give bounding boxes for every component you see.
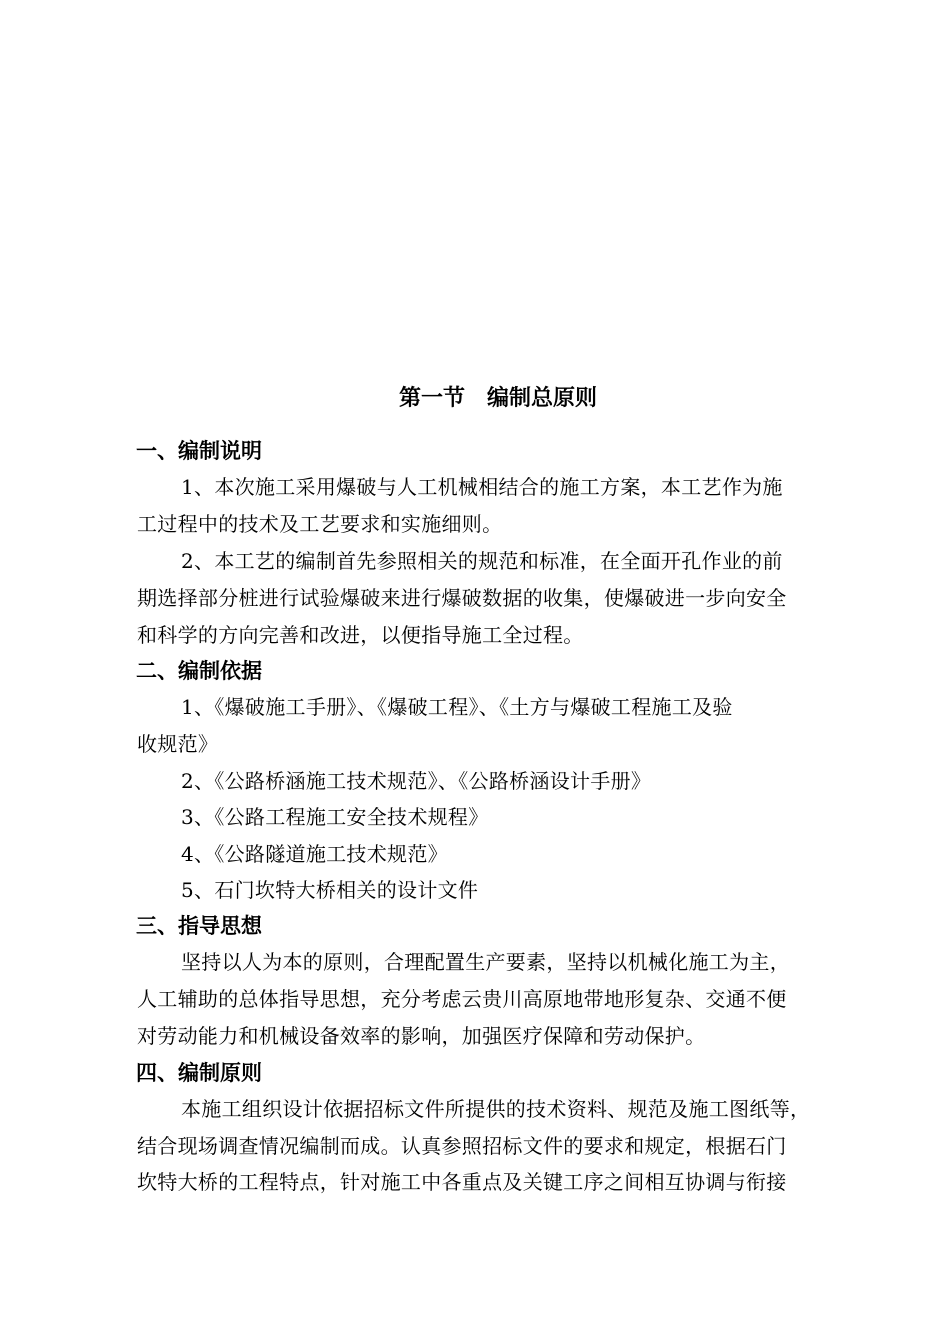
heading-compilation-basis: 二、编制依据 bbox=[136, 659, 262, 683]
paragraph-line: 和科学的方向完善和改进，以便指导施工全过程。 bbox=[137, 623, 584, 647]
heading-compilation-notes: 一、编制说明 bbox=[136, 439, 262, 463]
paragraph-line: 结合现场调查情况编制而成。认真参照招标文件的要求和规定，根据石门 bbox=[137, 1134, 787, 1158]
paragraph-line: 坎特大桥的工程特点，针对施工中各重点及关键工序之间相互协调与衔接 bbox=[137, 1170, 787, 1194]
section-title: 第一节 编制总原则 bbox=[398, 386, 597, 411]
paragraph-line: 本施工组织设计依据招标文件所提供的技术资料、规范及施工图纸等， bbox=[181, 1097, 811, 1121]
reference-item: 1、《爆破施工手册》、《爆破工程》、《土方与爆破工程施工及验 bbox=[181, 695, 733, 719]
reference-item: 3、《公路工程施工安全技术规程》 bbox=[181, 805, 489, 829]
paragraph-line: 工过程中的技术及工艺要求和实施细则。 bbox=[137, 512, 503, 536]
heading-guiding-ideas: 三、指导思想 bbox=[136, 914, 262, 938]
paragraph-line: 2、本工艺的编制首先参照相关的规范和标准，在全面开孔作业的前 bbox=[181, 549, 783, 573]
paragraph-line: 1、本次施工采用爆破与人工机械相结合的施工方案，本工艺作为施 bbox=[181, 475, 783, 499]
reference-item: 4、《公路隧道施工技术规范》 bbox=[181, 842, 448, 866]
heading-compilation-principles: 四、编制原则 bbox=[136, 1061, 262, 1085]
reference-item: 5、石门坎特大桥相关的设计文件 bbox=[181, 878, 479, 902]
paragraph-line: 期选择部分桩进行试验爆破来进行爆破数据的收集，使爆破进一步向安全 bbox=[137, 586, 787, 610]
reference-item: 收规范》 bbox=[137, 732, 219, 756]
paragraph-line: 对劳动能力和机械设备效率的影响，加强医疗保障和劳动保护。 bbox=[137, 1024, 706, 1048]
paragraph-line: 人工辅助的总体指导思想，充分考虑云贵川高原地带地形复杂、交通不便 bbox=[137, 987, 787, 1011]
paragraph-line: 坚持以人为本的原则，合理配置生产要素，坚持以机械化施工为主， bbox=[181, 950, 790, 974]
reference-item: 2、《公路桥涵施工技术规范》、《公路桥涵设计手册》 bbox=[181, 769, 652, 793]
